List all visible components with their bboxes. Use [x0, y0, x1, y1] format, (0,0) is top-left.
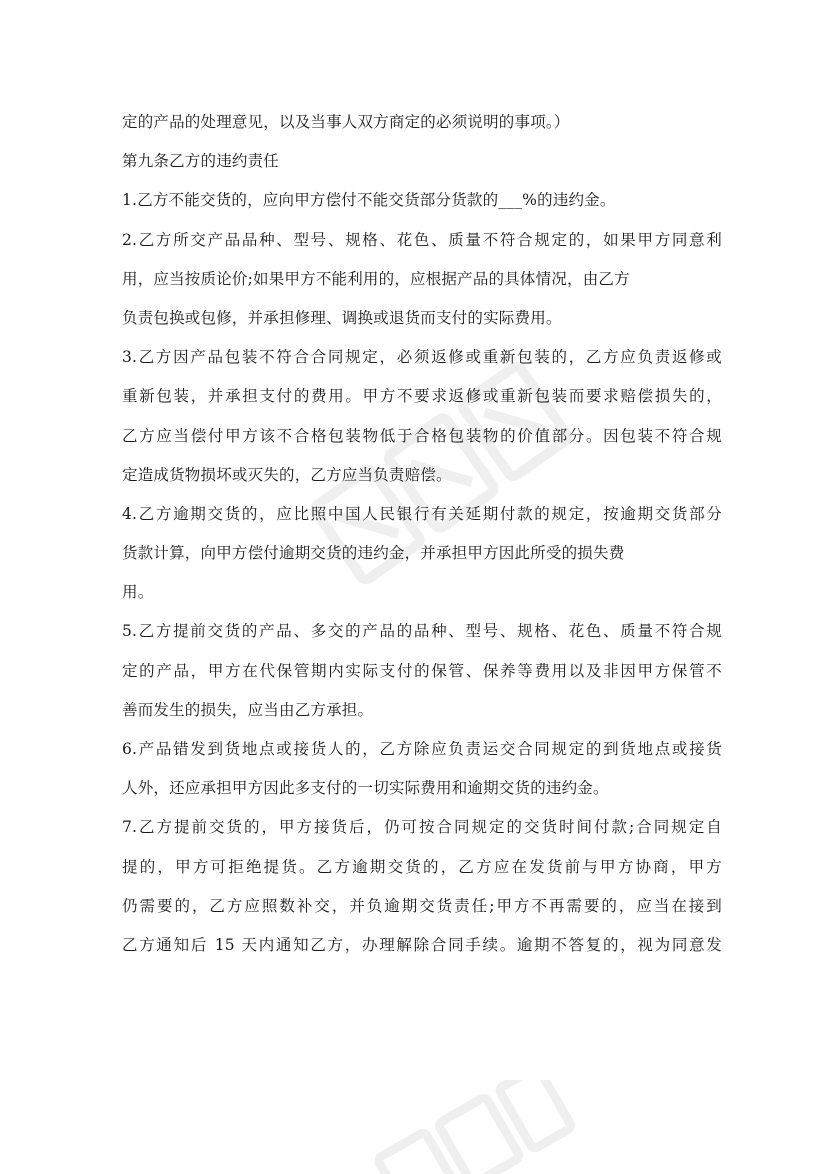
document-line: 3.乙方因产品包装不符合合同规定，必须返修或重新包装的，乙方应负责返修或: [122, 348, 722, 367]
document-line: 2.乙方所交产品品种、型号、规格、花色、质量不符合规定的，如果甲方同意利: [122, 230, 722, 249]
document-line: 6.产品错发到货地点或接货人的，乙方除应负责运交合同规定的到货地点或接货: [122, 740, 722, 758]
document-line: 4.乙方逾期交货的，应比照中国人民银行有关延期付款的规定，按逾期交货部分: [122, 504, 722, 523]
document-line: 1.乙方不能交货的，应向甲方偿付不能交货部分货款的___%的违约金。: [122, 191, 616, 210]
document-body: [122, 103, 722, 965]
document-line: 定造成货物损坏或灭失的，乙方应当负责赔偿。: [122, 465, 452, 484]
document-line: 用，应当按质论价;如果甲方不能利用的，应根据产品的具体情况，由乙方: [122, 269, 630, 288]
document-line: 人外，还应承担甲方因此多支付的一切实际费用和逾期交货的违约金。: [122, 779, 609, 798]
document-line: 5.乙方提前交货的产品、多交的产品的品种、型号、规格、花色、质量不符合规: [122, 622, 722, 641]
document-line: 定的产品，甲方在代保管期内实际支付的保管、保养等费用以及非因甲方保管不: [122, 661, 722, 680]
document-line: 7.乙方提前交货的，甲方接货后，仍可按合同规定的交货时间付款;合同规定自: [122, 818, 722, 837]
document-line: 定的产品的处理意见，以及当事人双方商定的必须说明的事项。）: [122, 113, 570, 131]
document-line: 用。: [122, 583, 154, 602]
document-line: 仍需要的，乙方应照数补交，并负逾期交货责任;甲方不再需要的，应当在接到: [122, 896, 722, 915]
document-line: 货款计算，向甲方偿付逾期交货的违约金，并承担甲方因此所受的损失费: [122, 544, 625, 563]
document-line: 重新包装，并承担支付的费用。甲方不要求返修或重新包装而要求赔偿损失的，: [122, 387, 722, 406]
document-line: 提的，甲方可拒绝提货。乙方逾期交货的，乙方应在发货前与甲方协商，甲方: [122, 857, 722, 876]
document-line: 乙方应当偿付甲方该不合格包装物低于合格包装物的价值部分。因包装不符合规: [122, 426, 722, 445]
document-line: 善而发生的损失，应当由乙方承担。: [122, 700, 374, 719]
document-line: 乙方通知后 15 天内通知乙方，办理解除合同手续。逾期不答复的，视为同意发: [122, 935, 722, 954]
document-line: 第九条乙方的违约责任: [122, 152, 280, 171]
document-line: 负责包换或包修，并承担修理、调换或退货而支付的实际费用。: [122, 308, 562, 327]
watermark-logo-bottom-icon: [360, 1080, 580, 1174]
